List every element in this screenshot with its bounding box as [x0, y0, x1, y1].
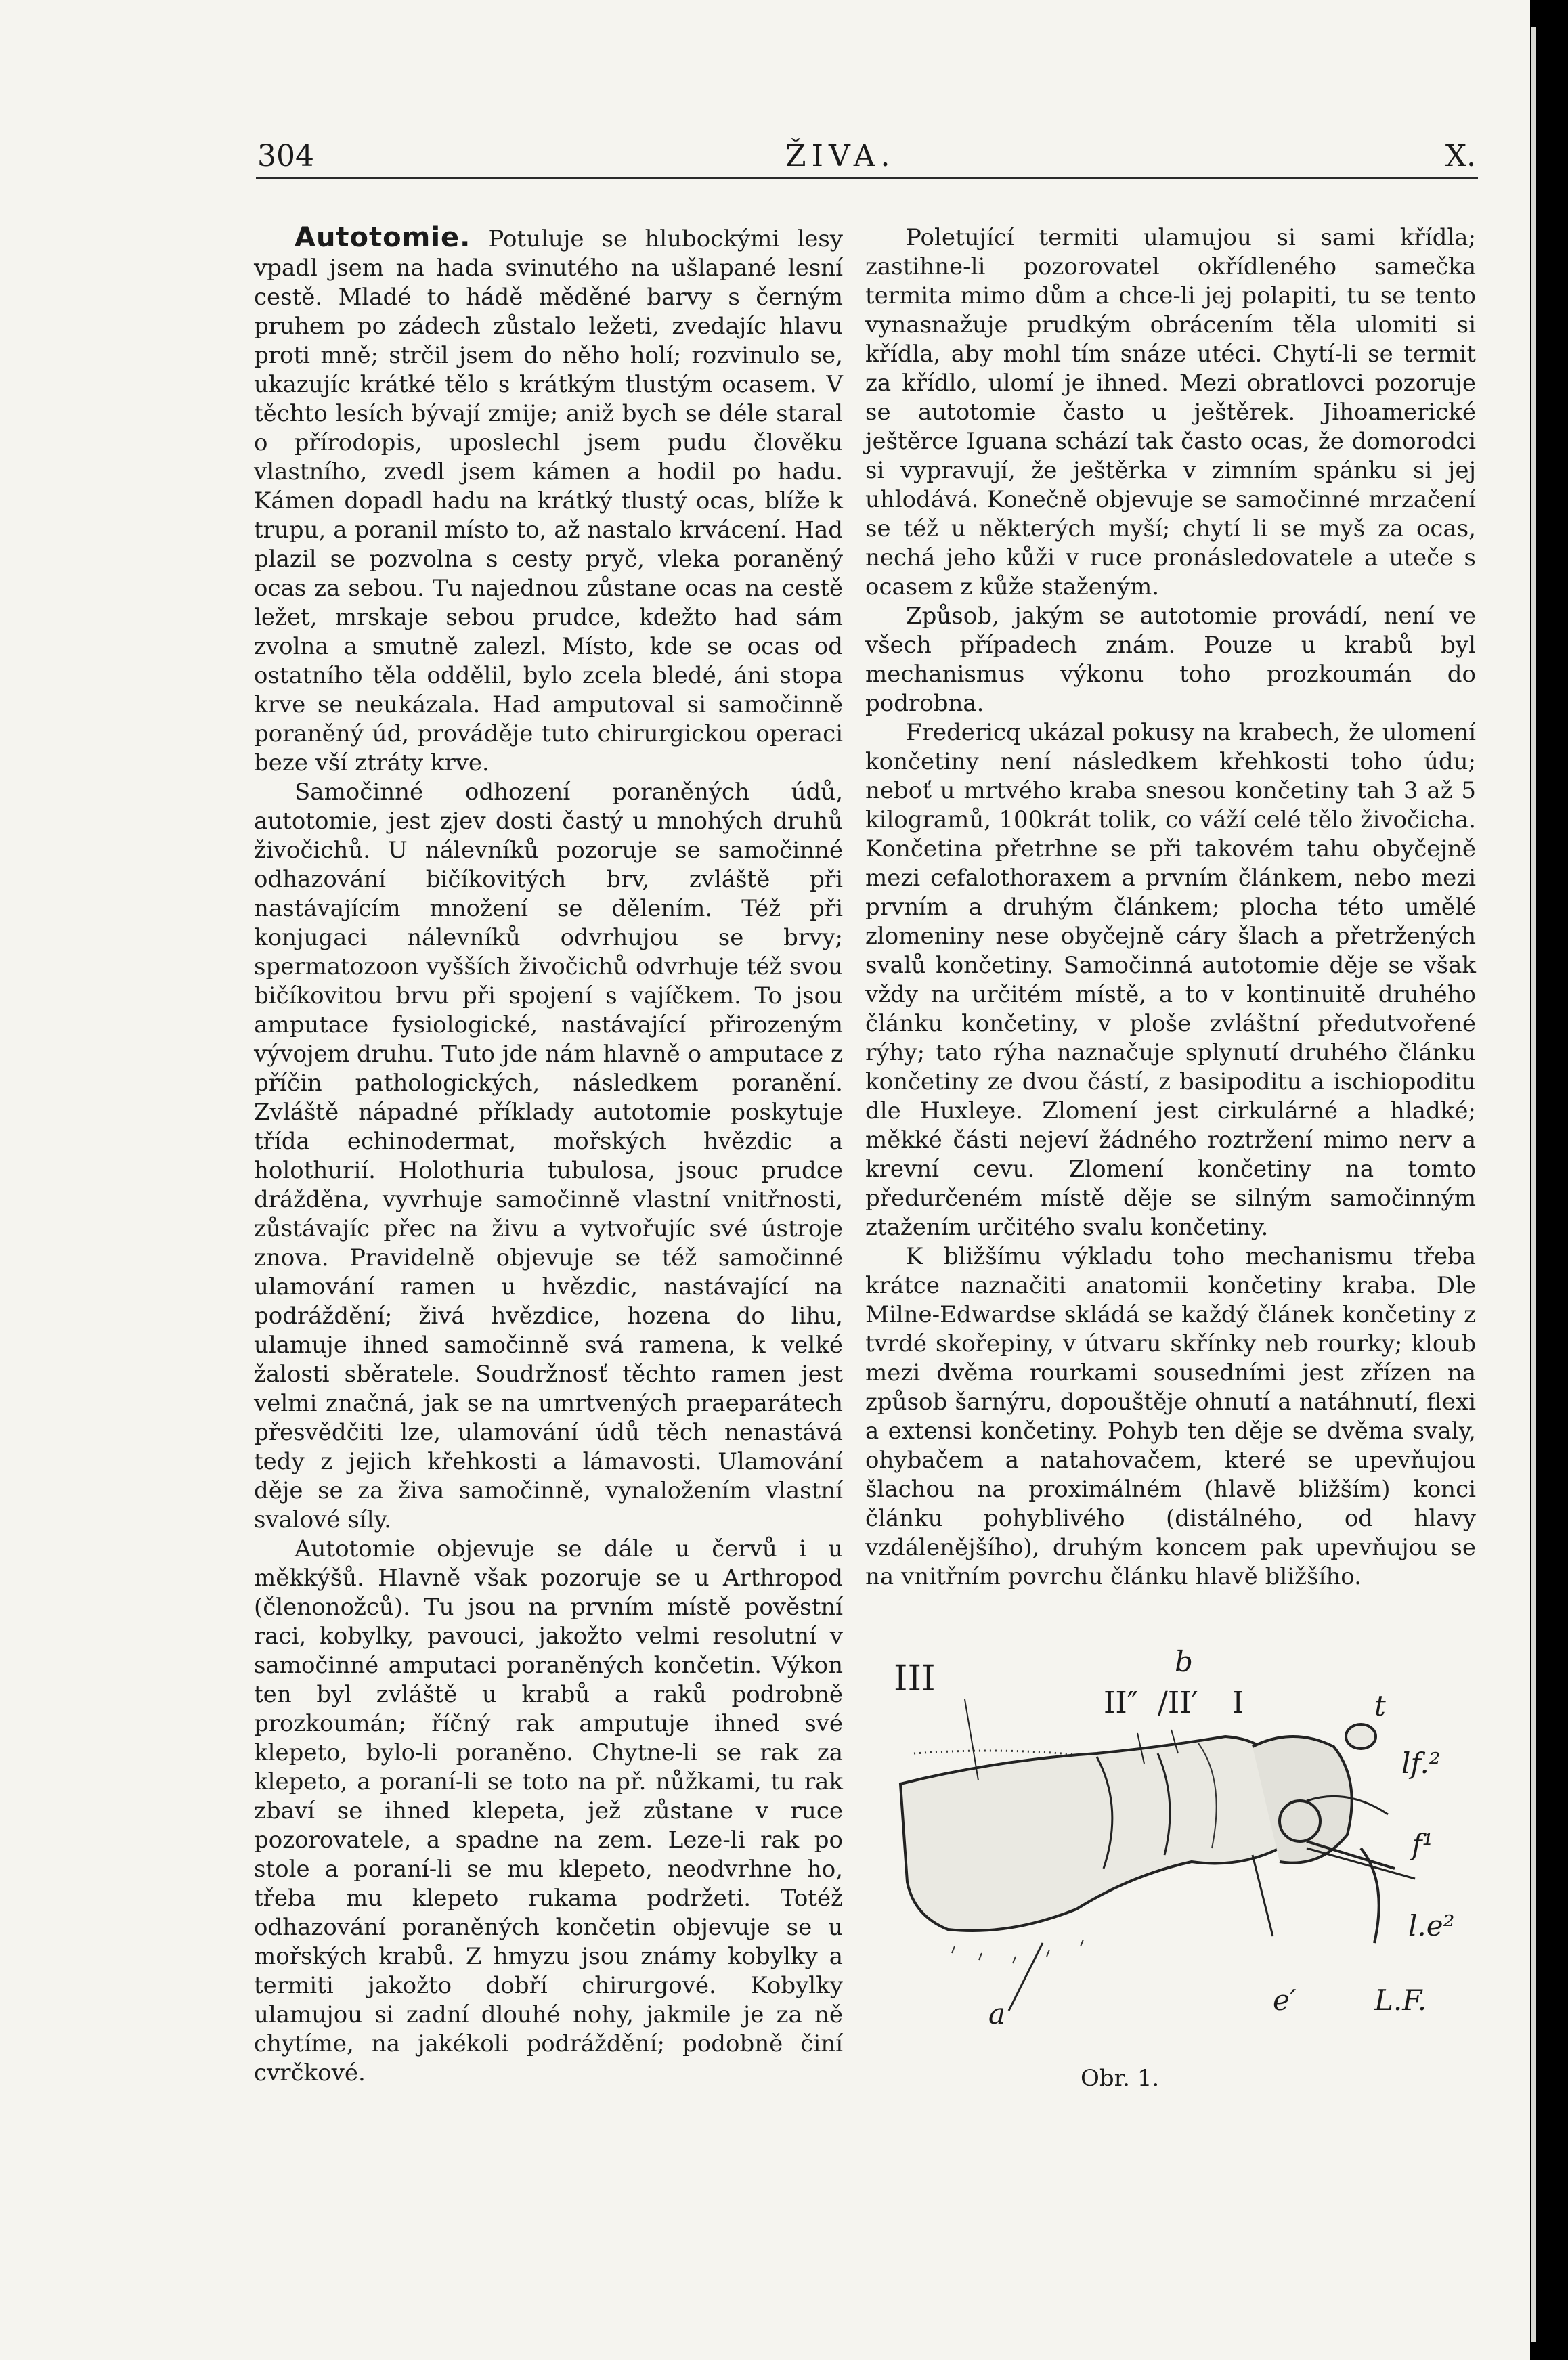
article-title: Autotomie. — [295, 222, 471, 253]
paragraph: Fredericq ukázal pokusy na krabech, že ulomení končetiny není následkem křehkosti toho údu; neboť u mrtvého kraba snesou končetiny tah 3 až 5 kilogramů, 100krát tolik, co váží celé tělo živočicha. Končetina přetrhne se při takovém tahu obyčejně mezi cefalothoraxem a prvním článkem, nebo mezi prvním a druhým článkem; plocha této umělé zlomeniny nese obyčejně cáry šlach a přetržených svalů končetiny. Samočinná autotomie děje se však vždy na určitém místě, a to v kontinuitě druhého článku končetiny, v ploše zvláštní předutvořené rýhy; tato rýha naznačuje splynutí druhého článku končetiny ze dvou částí, z basipoditu a ischiopoditu dle Huxleye. Zlomení jest cirkulárné a hladké; měkké části nejeví žádného roztržení mimo nerv a krevní cevu. Zlomení končetiny na tomto předurčeném místě děje se silným samočinným ztažením určitého svalu končetiny. — [865, 719, 1476, 1241]
journal-title: ŽIVA. — [785, 139, 896, 173]
figure-label-lf2: lf.² — [1401, 1747, 1441, 1780]
paragraph: K bližšímu výkladu toho mechanismu třeba krátce naznačiti anatomii končetiny kraba. Dle Milne-Edwardse skládá se každý článek končetiny z tvrdé skořepiny, v útvaru skřínky neb rourky; kloub mezi dvěma rourkami sousedními jest zřízen na způsob šarnýru, dopouštěje ohnutí a natáhnutí, flexi a extensi končetiny. Pohyb ten děje se dvěma svaly, ohybačem a natahovačem, které se upevňujou šlachou na proximálném (hlavě bližším) konci článku pohyblivého (distálného, od hlavy vzdálenějšího), druhým koncem pak upevňujou se na vnitřním povrchu článku hlavě bližšího. — [865, 1243, 1476, 1590]
page-number: 304 — [257, 139, 314, 173]
paragraph: Poletující termiti ulamujou si sami křídla; zastihne-li pozorovatel okřídleného samečka termita mimo dům a chce-li jej polapiti, tu se tento vynasnažuje prudkým obrácením těla ulomiti si křídla, aby mohl tím snáze utéci. Chytí-li se termit za křídlo, ulomí je ihned. Mezi obratlovci pozoruje se autotomie často u ještěrek. Jihoamerické ještěrce Iguana schází tak často ocas, že domorodci si vypravují, že ještěrka v zimním spánku si jej uhlodává. Konečně objevuje se samočinné mrzačení se též u některých myší; chytí li se myš za ocas, nechá jeho kůži v ruce pronásledovatele a uteče s ocasem z kůže staženým. — [865, 224, 1476, 600]
figure-label-a: a — [988, 1997, 1006, 2030]
crab-leg-figure — [873, 1645, 1476, 2065]
running-header — [257, 139, 1476, 179]
paragraph: Samočinné odhození poraněných údů, autotomie, jest zjev dosti častý u mnohých druhů živočichů. U nálevníků pozoruje se samočinné odhazování bičíkovitých brv, zvláště při nastávajícím množení se dělením. Též při konjugaci nálevníků odvrhujou se brvy; spermatozoon vyšších živočichů odvrhuje též svou bičíkovitou brvu při spojení s vajíčkem. To jsou amputace fysiologické, nastávající přirozeným vývojem druhu. Tuto jde nám hlavně o amputace z příčin pathologických, následkem poranění. Zvláště nápadné příklady autotomie poskytuje třída echinodermat, mořských hvězdic a holothurií. Holothuria tubulosa, jsouc prudce drážděna, vyvrhuje samočinně vlastní vnitřnosti, zůstávajíc přec na živu a vytvořujíc své ústroje znova. Pravidelně objevuje se též samočinné ulamování ramen u hvězdic, nastávající na podráždění; živá hvězdice, hozena do lihu, ulamuje ihned samočinně svá ramena, k velké žalosti sběratele. Soudržnosť těchto ramen jest velmi značná, jak se na umrtvených praeparátech přesvědčiti lze, ulamování údů těch nenastává tedy z jejich křehkosti a lámavosti. Ulamování děje se za živa samočinně, vynaložením vlastní svalové síly. — [254, 779, 843, 1533]
page-edge — [1531, 27, 1536, 2342]
figure-label-e1: e′ — [1273, 1984, 1297, 2017]
figure-label-I: I — [1232, 1686, 1244, 1720]
paragraph-text: Potuluje se hlubockými lesy vpadl jsem na hada svinutého na ušlapané lesní cestě. Mladé to hádě měděné barvy s černým pruhem po zádech zůstalo ležeti, zvedajíc hlavu proti mně; strčil jsem do něho holí; rozvinulo se, ukazujíc krátké tělo s krátkým tlustým ocasem. V těchto lesích bývají zmije; aniž bych se déle staral o přírodopis, uposlechl jsem pudu člověku vlastního, zvedl jsem kámen a hodil po hadu. Kámen dopadl hadu na krátký tlustý ocas, blíže k trupu, a poranil místo to, až nastalo krvácení. Had plazil se pozvolna s cesty pryč, vleka poraněný ocas za sebou. Tu najednou zůstane ocas na cestě ležet, mrskaje sebou prudce, kdežto had sám zvolna a smutně zalezl. Místo, kde se ocas od ostatního těla oddělil, bylo zcela bledé, áni stopa krve se neukázala. Had amputoval si samočinně poraněný úd, prováděje tuto chirurgickou operaci beze vší ztráty krve. — [254, 225, 844, 777]
figure-label-b: b — [1175, 1645, 1193, 1678]
figure-signature: L.F. — [1374, 1984, 1427, 2017]
volume-number: X. — [1445, 139, 1476, 173]
paragraph: Způsob, jakým se autotomie provádí, není ve všech případech znám. Pouze u krabů byl mechanismus výkonu toho prozkoumán do podrobna. — [865, 603, 1476, 717]
figure-label-le2: l.e² — [1408, 1909, 1455, 1942]
header-rule-top — [256, 177, 1478, 179]
figure-caption: Obr. 1. — [1081, 2065, 1160, 2092]
figure-label-t: t — [1374, 1689, 1386, 1722]
figure-label-II-double-prime: II″ — [1104, 1686, 1139, 1720]
figure-label-II-prime: /II′ — [1158, 1686, 1198, 1720]
paragraph: Autotomie objevuje se dále u červů i u měkkýšů. Hlavně však pozoruje se u Arthropod (členonožců). Tu jsou na prvním místě pověstní raci, kobylky, pavouci, jakožto velmi resolutní v samočinné amputaci poraněných končetin. Výkon ten byl zvláště u krabů a raků podrobně prozkoumán; říčný rak amputuje ihned své klepeto, bylo-li poraněno. Chytne-li se rak za klepeto, a poraní-li se toto na př. nůžkami, tu rak zbaví se ihned klepeta, jež zůstane v ruce pozorovatele, a spadne na zem. Leze-li rak po stole a poraní-li se mu klepeto, neodvrhne ho, třeba mu klepeto rukama podržeti. Totéž odhazování poraněných končetin objevuje se u mořských krabů. Z hmyzu jsou známy kobylky a termiti jakožto dobří chirurgové. Kobylky ulamujou si zadní dlouhé nohy, jakmile je za ně chytíme, na jakékoli podráždění; podobně činí cvrčkové. — [254, 1535, 843, 2086]
figure-label-f1: f¹ — [1412, 1828, 1434, 1861]
left-column — [254, 223, 843, 2088]
right-column — [865, 223, 1476, 1592]
paragraph — [254, 223, 843, 778]
figure-label-III: III — [894, 1659, 936, 1699]
